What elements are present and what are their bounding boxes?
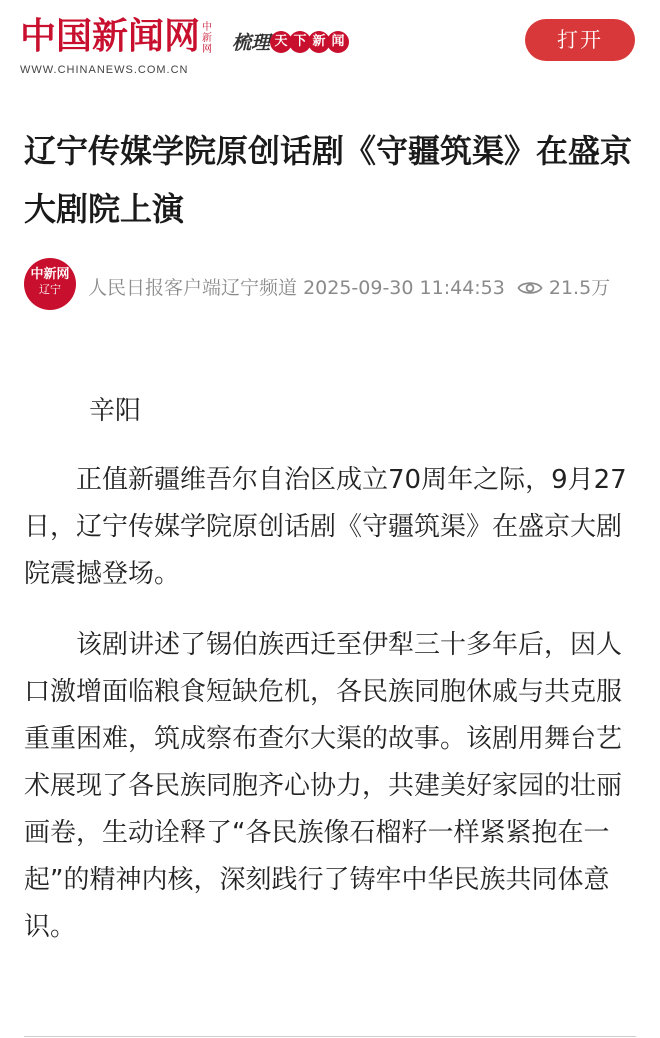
logo-small-text: 中新网 [202,22,213,55]
chinanews-logo[interactable] [20,14,214,76]
slogan [232,28,349,55]
logo-text: 中国新闻网 [20,15,201,57]
app-header [0,0,660,90]
slogan-circle: 天 [270,31,292,53]
slogan-circle: 闻 [327,31,349,53]
source-avatar[interactable] [24,258,76,310]
logo-url: WWW.CHINANEWS.COM.CN [20,64,189,76]
article-source: 人民日报客户端辽宁频道 [88,277,298,299]
eye-icon [517,275,543,307]
slogan-circles [273,30,349,53]
view-count: 21.5万 [548,277,611,299]
article-title: 辽宁传媒学院原创话剧《守疆筑渠》在盛京大剧院上演 [24,132,633,228]
slogan-circle: 下 [289,31,311,53]
slogan-circle: 新 [308,31,330,53]
bottom-divider [24,1036,636,1037]
article-meta [24,258,644,338]
article-author: 辛阳 [89,396,142,426]
article-paragraph: 正值新疆维吾尔自治区成立70周年之际，9月27日，辽宁传媒学院原创话剧《守疆筑渠》在盛京大剧院震撼登场。 [24,465,627,589]
article-datetime: 2025-09-30 11:44:53 [303,277,505,299]
avatar-region-text: 辽宁 [39,283,61,296]
slogan-script: 梳理 [232,32,271,54]
avatar-logo-text: 中新网 [30,267,70,282]
meta-text [88,272,636,307]
article-body [24,388,640,975]
article-paragraph: 该剧讲述了锡伯族西迁至伊犁三十多年后，因人口激增面临粮食短缺危机，各民族同胞休戚与共克服重重困难，筑成察布查尔大渠的故事。该剧用舞台艺术展现了各民族同胞齐心协力，共建美好家园的壮丽画卷，生动诠释了“各民族像石榴籽一样紧紧抱在一起”的精神内核，深刻践行了铸牢中华民族共同体意识。 [24,630,623,942]
open-app-button[interactable]: 打开 [525,19,635,61]
